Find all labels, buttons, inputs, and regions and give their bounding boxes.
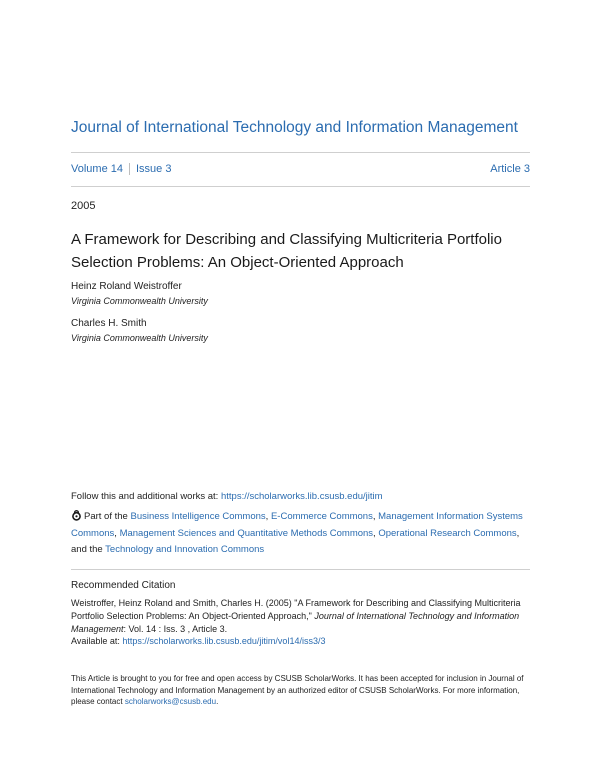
contact-email-link[interactable]: scholarworks@csusb.edu — [124, 697, 217, 706]
separator — [129, 163, 130, 175]
citation-journal: Journal of International Technology and Information Management — [71, 610, 520, 634]
commons-separator: , — [265, 511, 271, 522]
commons-prefix: Part of the — [84, 511, 131, 522]
commons-link[interactable]: Business Intelligence Commons — [130, 511, 266, 522]
commons-separator: , — [373, 527, 379, 539]
citation-link[interactable]: https://scholarworks.lib.csusb.edu/jitim/vol14/iss3/3 — [122, 636, 326, 647]
commons-list — [71, 509, 531, 559]
citation-part: Weistroffer, Heinz Roland and Smith, Charles H. (2005) "A Framework for Describing and Classifying Multicriteria Portfolio Selection Problems: An Object-Oriented Approach," — [71, 598, 521, 621]
publication-year: 2005 — [71, 200, 96, 212]
follow-prefix: Follow this and additional works at: — [71, 491, 221, 502]
author-name: Charles H. Smith — [71, 318, 147, 329]
open-access-icon — [71, 510, 82, 521]
article-link[interactable]: Article 3 — [490, 163, 530, 175]
commons-separator: , — [114, 527, 120, 539]
commons-link[interactable]: Management Information Systems Commons — [71, 511, 523, 539]
footer-text: This Article is brought to you for free and open access by CSUSB ScholarWorks. It has been accepted for inclusion in Journal of International Technology and Information Management by an authorized editor of CSUSB ScholarWorks. For more information, please contact — [71, 674, 524, 706]
follow-link[interactable]: https://scholarworks.lib.csusb.edu/jitim — [220, 491, 383, 502]
article-title: A Framework for Describing and Classifying Multicriteria Portfolio Selection Problems: An Object-Oriented Approach — [71, 231, 502, 271]
commons-link[interactable]: Technology and Innovation Commons — [105, 544, 265, 555]
author-affiliation: Virginia Commonwealth University — [71, 333, 208, 343]
volume-issue-row — [71, 163, 530, 175]
commons-and: , and the — [71, 527, 520, 555]
available-prefix: Available at: — [71, 636, 123, 647]
divider — [71, 186, 530, 187]
footer-notice — [71, 673, 531, 708]
citation-text — [71, 597, 531, 648]
divider — [71, 569, 530, 570]
issue-link[interactable]: Issue 3 — [135, 163, 172, 175]
journal-title[interactable]: Journal of International Technology and Information Management — [71, 119, 518, 136]
commons-link[interactable]: E-Commerce Commons — [270, 511, 373, 522]
commons-link[interactable]: Operational Research Commons — [378, 527, 517, 539]
footer-end: . — [216, 697, 219, 706]
divider — [71, 152, 530, 153]
citation-part: : Vol. 14 : Iss. 3 , Article 3. — [123, 623, 228, 634]
commons-separator: , — [372, 511, 379, 522]
author-affiliation: Virginia Commonwealth University — [71, 296, 208, 306]
volume-link[interactable]: Volume 14 — [71, 163, 123, 175]
follow-line — [71, 491, 383, 502]
recommended-citation-heading: Recommended Citation — [71, 580, 176, 591]
commons-link[interactable]: Management Sciences and Quantitative Methods Commons — [119, 527, 374, 539]
author-name: Heinz Roland Weistroffer — [71, 281, 182, 292]
